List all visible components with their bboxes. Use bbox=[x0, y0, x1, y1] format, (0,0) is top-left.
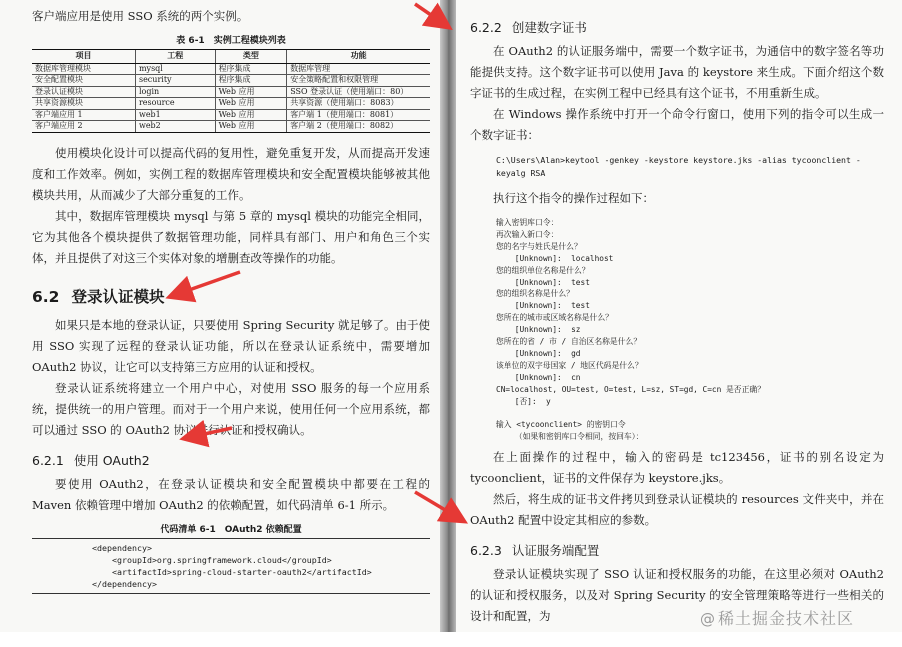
table-cell: Web 应用 bbox=[215, 121, 287, 133]
table-header: 类型 bbox=[215, 50, 287, 64]
bottom-strip bbox=[0, 632, 902, 647]
table-cell: 客户端 1（使用端口：8081） bbox=[287, 109, 430, 121]
terminal-line: [Unknown]: test bbox=[496, 301, 590, 311]
modules-table bbox=[32, 49, 430, 133]
terminal-line: 您的组织单位名称是什么？ bbox=[496, 265, 590, 275]
paragraph: 在上面操作的过程中，输入的密码是 tc123456，证书的别名设定为 tycoonclient，证书的文件保存为 keystore.jks。 bbox=[470, 450, 884, 486]
book-gutter bbox=[440, 0, 456, 632]
watermark bbox=[700, 606, 854, 629]
table-cell: 程序集成 bbox=[215, 63, 287, 75]
table-cell: security bbox=[135, 75, 215, 87]
paragraph: 在 OAuth2 的认证服务端中，需要一个数字证书，为通信中的数字签名等功能提供支持。这个数字证书可以使用 Java 的 keystore 来生成。下面介绍这个数字证书的生成过程，在实例工程中已经具有这个证书，不用重新生成。 bbox=[470, 44, 884, 100]
terminal-line: 您的名字与姓氏是什么？ bbox=[496, 241, 582, 251]
terminal-line: [Unknown]: cn bbox=[496, 372, 581, 382]
table-caption: 表 6-1 实例工程模块列表 bbox=[176, 36, 286, 46]
terminal-line: 您的组织名称是什么？ bbox=[496, 289, 574, 299]
table-row bbox=[32, 63, 430, 75]
table-cell: 客户端应用 1 bbox=[32, 109, 135, 121]
table-header: 项目 bbox=[32, 50, 135, 64]
terminal-line: [Unknown]: sz bbox=[496, 325, 581, 335]
table-row bbox=[32, 86, 430, 98]
section-title: 登录认证模块 bbox=[71, 287, 165, 306]
table-header-row bbox=[32, 50, 430, 64]
code-line: <artifactId>spring-cloud-starter-oauth2</artifactId> bbox=[92, 566, 372, 577]
table-cell: Web 应用 bbox=[215, 109, 287, 121]
table-cell: 登录认证模块 bbox=[32, 86, 135, 98]
paragraph: 登录认证系统将建立一个用户中心，对使用 SSO 服务的每一个应用系统，提供统一的用户管理。而对于一个用户来说，使用任何一个应用系统，都可以通过 SSO 的 OAuth2 协议进行认证和授权确认。 bbox=[32, 380, 430, 437]
table-cell: 安全策略配置和权限管理 bbox=[287, 75, 430, 87]
subsection-title: 使用 OAuth2 bbox=[73, 452, 150, 468]
section-number: 6.2 bbox=[32, 287, 60, 306]
table-row bbox=[32, 98, 430, 110]
terminal-line: [Unknown]: test bbox=[496, 277, 590, 287]
intro-text: 客户端应用是使用 SSO 系统的两个实例。 bbox=[32, 9, 249, 23]
terminal-line: 输入密钥库口令： bbox=[496, 218, 559, 227]
paragraph: 如果只是本地的登录认证，只要使用 Spring Security 就足够了。由于使用 SSO 实现了远程的登录认证功能，所以在登录认证系统中，需要增加 OAuth2 协议，让它可以支持第三方应用的认证和授权。 bbox=[32, 317, 430, 374]
table-cell: Web 应用 bbox=[215, 98, 287, 110]
terminal-line: （如果和密钥库口令相同，按回车）： bbox=[496, 432, 644, 442]
subsection-number: 6.2.3 bbox=[470, 543, 502, 559]
table-cell: 程序集成 bbox=[215, 75, 287, 87]
command-line: C:\Users\Alan>keytool -genkey -keystore keystore.jks -alias tycoonclient -keyalg RSA bbox=[496, 155, 861, 178]
terminal-line: [Unknown]: gd bbox=[496, 348, 581, 358]
table-cell: 共享资源模块 bbox=[32, 98, 135, 110]
terminal-line: 输入 <tycoonclient> 的密钥口令 bbox=[496, 420, 626, 430]
terminal-line: 再次输入新口令： bbox=[496, 229, 559, 239]
section-heading bbox=[32, 285, 430, 307]
code-line: <dependency> bbox=[92, 542, 152, 553]
left-page bbox=[0, 0, 440, 632]
paragraph: 使用模块化设计可以提高代码的复用性，避免重复开发，从而提高开发速度和工作效率。例如，实例工程的数据库管理模块和安全配置模块能够被其他模块共用，从而减少了大部分重复的工作。 bbox=[32, 145, 430, 202]
code-caption: 代码清单 6-1 OAuth2 依赖配置 bbox=[160, 524, 302, 535]
table-cell: web1 bbox=[135, 109, 215, 121]
table-cell: login bbox=[135, 86, 215, 98]
table-cell: mysql bbox=[135, 63, 215, 75]
table-cell: 客户端 2（使用端口：8082） bbox=[287, 121, 430, 133]
subsection-number: 6.2.2 bbox=[470, 20, 502, 35]
table-cell: 数据库管理模块 bbox=[32, 63, 135, 75]
table-row bbox=[32, 109, 430, 121]
table-row bbox=[32, 121, 430, 133]
table-cell: SSO 登录认证（使用端口：80） bbox=[287, 86, 430, 98]
terminal-line: [否]: y bbox=[496, 396, 551, 406]
subsection-heading bbox=[32, 451, 430, 469]
table-cell: 安全配置模块 bbox=[32, 75, 135, 87]
table-cell: 共享资源（使用端口：8083） bbox=[287, 98, 430, 110]
table-cell: 数据库管理 bbox=[287, 63, 430, 75]
subsection-heading bbox=[470, 18, 884, 36]
subsection-title: 创建数字证书 bbox=[511, 20, 587, 35]
terminal-line: CN=localhost, OU=test, O=test, L=sz, ST=gd, C=cn 是否正确？ bbox=[496, 384, 765, 394]
table-cell: resource bbox=[135, 98, 215, 110]
at-icon: @ bbox=[700, 610, 716, 628]
paragraph: 然后，将生成的证书文件拷贝到登录认证模块的 resources 文件夹中，并在 OAuth2 配置中设定其相应的参数。 bbox=[470, 492, 884, 528]
subsection-heading bbox=[470, 541, 884, 559]
code-line: <groupId>org.springframework.cloud</groupId> bbox=[92, 554, 332, 565]
code-line: </dependency> bbox=[92, 578, 157, 589]
terminal-line: 该单位的双字母国家 / 地区代码是什么？ bbox=[496, 360, 643, 370]
terminal-line bbox=[496, 408, 884, 420]
table-row bbox=[32, 75, 430, 87]
table-cell: 客户端应用 2 bbox=[32, 121, 135, 133]
paragraph: 在 Windows 操作系统中打开一个命令行窗口，使用下列的指令可以生成一个数字证书： bbox=[470, 107, 884, 142]
paragraph: 要使用 OAuth2，在登录认证模块和安全配置模块中都要在工程的 Maven 依赖管理中增加 OAuth2 的依赖配置，如代码清单 6-1 所示。 bbox=[32, 476, 430, 512]
subsection-title: 认证服务端配置 bbox=[511, 543, 600, 559]
watermark-text: 稀土掘金技术社区 bbox=[718, 609, 855, 628]
subsection-number: 6.2.1 bbox=[32, 452, 64, 468]
terminal-line: [Unknown]: localhost bbox=[496, 253, 614, 263]
table-cell: web2 bbox=[135, 121, 215, 133]
right-page bbox=[456, 0, 902, 632]
paragraph: 执行这个指令的操作过程如下： bbox=[493, 191, 654, 205]
table-cell: Web 应用 bbox=[215, 86, 287, 98]
paragraph: 登录认证模块实现了 SSO 认证和授权服务的功能，在这里必须对 OAuth2 的认证和授权服务，以及对 Spring Security 的安全管理策略等进行一些相关的设计和配置，为 bbox=[470, 567, 884, 624]
paragraph: 其中，数据库管理模块 mysql 与第 5 章的 mysql 模块的功能完全相同，它为其他各个模块提供了数据管理功能，同样具有部门、用户和角色三个实体，并且提供了对这三个实体对象的增删查改等操作的功能。 bbox=[32, 208, 430, 265]
terminal-output bbox=[496, 217, 884, 443]
terminal-line: 您所在的城市或区域名称是什么？ bbox=[496, 313, 613, 323]
code-listing bbox=[32, 538, 430, 594]
table-body bbox=[32, 63, 430, 132]
table-header: 工程 bbox=[135, 50, 215, 64]
table-header: 功能 bbox=[287, 50, 430, 64]
terminal-line: 您所在的省 / 市 / 自治区名称是什么？ bbox=[496, 337, 642, 347]
